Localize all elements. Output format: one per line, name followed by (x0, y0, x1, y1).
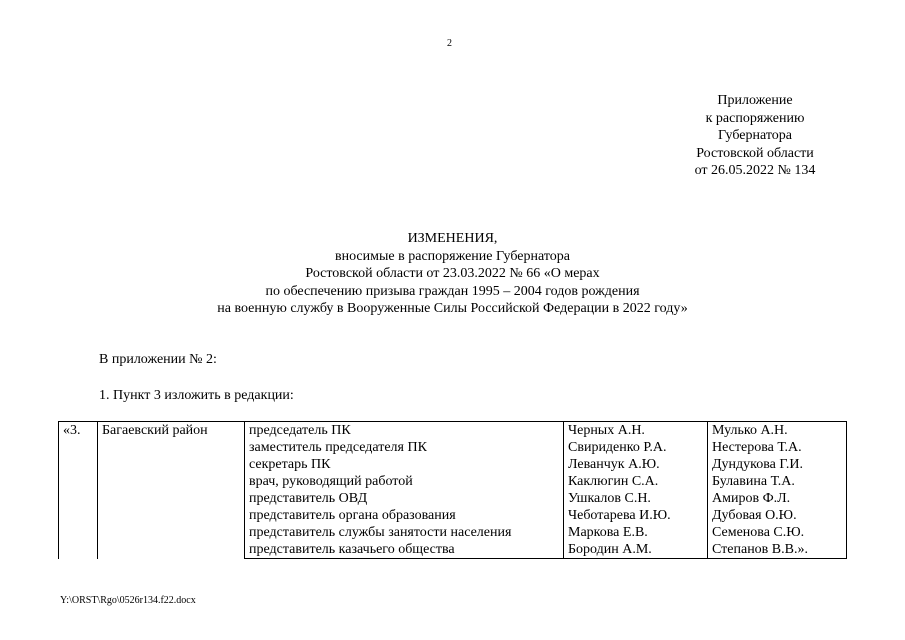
appendix-block (640, 92, 870, 180)
main-member-cell: Маркова Е.В. (564, 524, 708, 541)
table-row (59, 422, 847, 440)
appendix-line: Губернатора (717, 128, 793, 143)
appendix-line: Приложение (717, 93, 793, 108)
role-cell: заместитель председателя ПК (245, 439, 564, 456)
title-line: по обеспечению призыва граждан 1995 – 2004 годов рождения (265, 283, 640, 299)
title-line: Ростовской области от 23.03.2022 № 66 «О мерах (305, 266, 600, 281)
appendix-line: к распоряжению (705, 110, 805, 126)
reserve-member-cell: Нестерова Т.А. (708, 439, 847, 456)
main-member-cell: Леванчук А.Ю. (564, 456, 708, 473)
reserve-member-cell: Булавина Т.А. (708, 473, 847, 490)
appendix-line: от 26.05.2022 № 134 (694, 163, 816, 178)
title-line: вносимые в распоряжение Губернатора (334, 248, 571, 264)
role-cell: представитель органа образования (245, 507, 564, 524)
reserve-member-cell: Семенова С.Ю. (708, 524, 847, 541)
role-cell: председатель ПК (245, 422, 564, 440)
reserve-member-cell: Амиров Ф.Л. (708, 490, 847, 507)
main-member-cell: Свириденко Р.А. (564, 439, 708, 456)
document-title (0, 230, 905, 318)
title-line: на военную службу в Вооруженные Силы Российской Федерации в 2022 году» (217, 301, 688, 316)
intro-paragraph: В приложении № 2: (99, 352, 217, 367)
district-cell: Багаевский район (98, 422, 245, 559)
reserve-member-cell: Дубовая О.Ю. (708, 507, 847, 524)
role-cell: врач, руководящий работой (245, 473, 564, 490)
page-number: 2 (447, 38, 452, 49)
role-cell: представитель службы занятости населения (245, 524, 564, 541)
main-member-cell: Чеботарева И.Ю. (564, 507, 708, 524)
item-paragraph: 1. Пункт 3 изложить в редакции: (99, 388, 294, 403)
role-cell: представитель казачьего общества (245, 541, 564, 559)
reserve-member-cell: Мулько А.Н. (708, 422, 847, 440)
role-cell: представитель ОВД (245, 490, 564, 507)
role-cell: секретарь ПК (245, 456, 564, 473)
item-number-cell: «3. (59, 422, 98, 559)
commission-table (58, 421, 847, 559)
main-member-cell: Черных А.Н. (564, 422, 708, 440)
main-member-cell: Каклюгин С.А. (564, 473, 708, 490)
appendix-line: Ростовской области (696, 145, 814, 161)
footer-file-path: Y:\ORST\Rgo\0526r134.f22.docx (60, 595, 196, 606)
reserve-member-cell: Степанов В.В.». (708, 541, 847, 559)
main-member-cell: Ушкалов С.Н. (564, 490, 708, 507)
title-line: ИЗМЕНЕНИЯ, (407, 231, 498, 246)
reserve-member-cell: Дундукова Г.И. (708, 456, 847, 473)
main-member-cell: Бородин А.М. (564, 541, 708, 559)
